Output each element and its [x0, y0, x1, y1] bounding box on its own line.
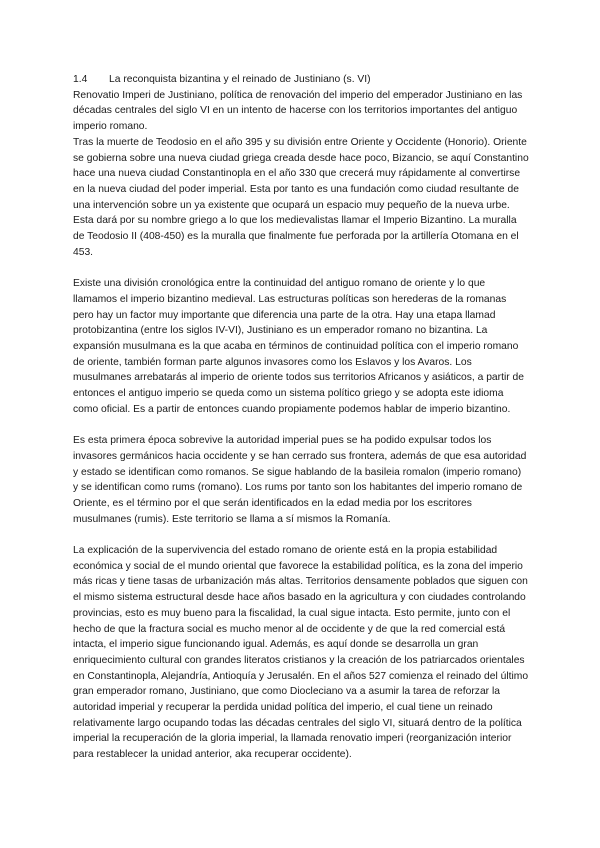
- paragraph-division-cronologica: Existe una división cronológica entre la continuidad del antiguo romano de oriente y lo que llamamos el imperio bizantino medieval. Las estructuras políticas son herederas de la romanas pero hay un factor muy importante que diferencia una parte de la otra. Hay una etapa llamad protobizantina (entre los siglos IV-VI), Justiniano es un emperador romano no bizantina. La expansión musulmana es la que acaba en términos de continuidad política con el imperio romano de oriente, también forman parte algunos invasores como los Eslavos y los Avaros. Los musulmanes arrebatarás al imperio de oriente todos sus territorios Africanos y asiáticos, a partir de entonces el antiguo imperio se queda como un sistema político griego y se adopta este idioma como oficial. Es a partir de entonces cuando propiamente podemos hablar de imperio bizantino.: [73, 278, 524, 415]
- paragraph-supervivencia: La explicación de la supervivencia del estado romano de oriente está en la propia estabilidad económica y social de el mundo oriental que favorece la estabilidad política, es la zona del imperio más ricas y tiene tasas de urbanización más altas. Territorios densamente poblados que siguen con el mismo sistema estructural desde hace años basado en la agricultura y con ciudades controlando provincias, esto es muy bueno para la fiscalidad, la cual sigue intacta. Esto permite, junto con el hecho de que la fractura social es mucho menor al de occidente y de que la red comercial está intacta, el imperio sigue funcionando igual. Además, es aquí donde se desarrolla un gran enriquecimiento cultural con grandes literatos cristianos y la creación de los patriarcados orientales en Constantinopla, Alejandría, Antioquía y Jerusalén. En el años 527 comienza el reinado del último gran emperador romano, Justiniano, que como Diocleciano va a asumir la tarea de reforzar la autoridad imperial y recuperar la perdida unidad política del imperio, el cual tiene un reinado relativamente largo ocupando todas las décadas centrales del siglo VI, situará dentro de la política imperial la recuperación de la gloria imperial, la llamada renovatio imperi (reorganización interior para restablecer la unidad anterior, aka recuperar occidente).: [73, 545, 529, 761]
- section-number: 1.4: [73, 74, 88, 85]
- paragraph-renovatio: Renovatio Imperi de Justiniano, política de renovación del imperio del emperador Justiniano en las décadas centrales del siglo VI en un intento de hacerse con los territorios importantes del antiguo imperio romano.: [73, 89, 523, 133]
- section-heading: [73, 72, 529, 88]
- paragraph-teodosio: Tras la muerte de Teodosio en el año 395 y su división entre Oriente y Occidente (Honorio). Oriente se gobierna sobre una nueva ciudad griega creada desde hace poco, Bizancio, se aquí Constantino hace una nueva ciudad Constantinopla en el año 330 que crecerá muy rápidamente al convertirse en la nueva ciudad del poder imperial. Esta por tanto es una fundación como ciudad resultante de una intervención sobre un ya existente que ocupará un espacio muy pequeño de la nueva urbe. Esta dará por su nombre griego a lo que los medievalistas llamar el Imperio Bizantino. La muralla de Teodosio II (408-450) es la muralla que finalmente fue perforada por la artillería Otomana en el 453.: [73, 136, 529, 258]
- section-title: La reconquista bizantina y el reinado de Justiniano (s. VI): [109, 74, 371, 85]
- document-page: [73, 72, 529, 763]
- paragraph-autoridad-imperial: Es esta primera época sobrevive la autoridad imperial pues se ha podido expulsar todos los invasores germánicos hacia occidente y se han cerrado sus frontera, además de que esa autoridad y estado se identifican como romanos. Se sigue hablando de la basileia romalon (imperio romano) y se identifican como rums (romano). Los rums por tanto son los habitantes del imperio romano de Oriente, es el término por el que serán identificados en la edad media por los escritores musulmanes (rumis). Este territorio se llama a sí mismos la Romanía.: [73, 435, 527, 525]
